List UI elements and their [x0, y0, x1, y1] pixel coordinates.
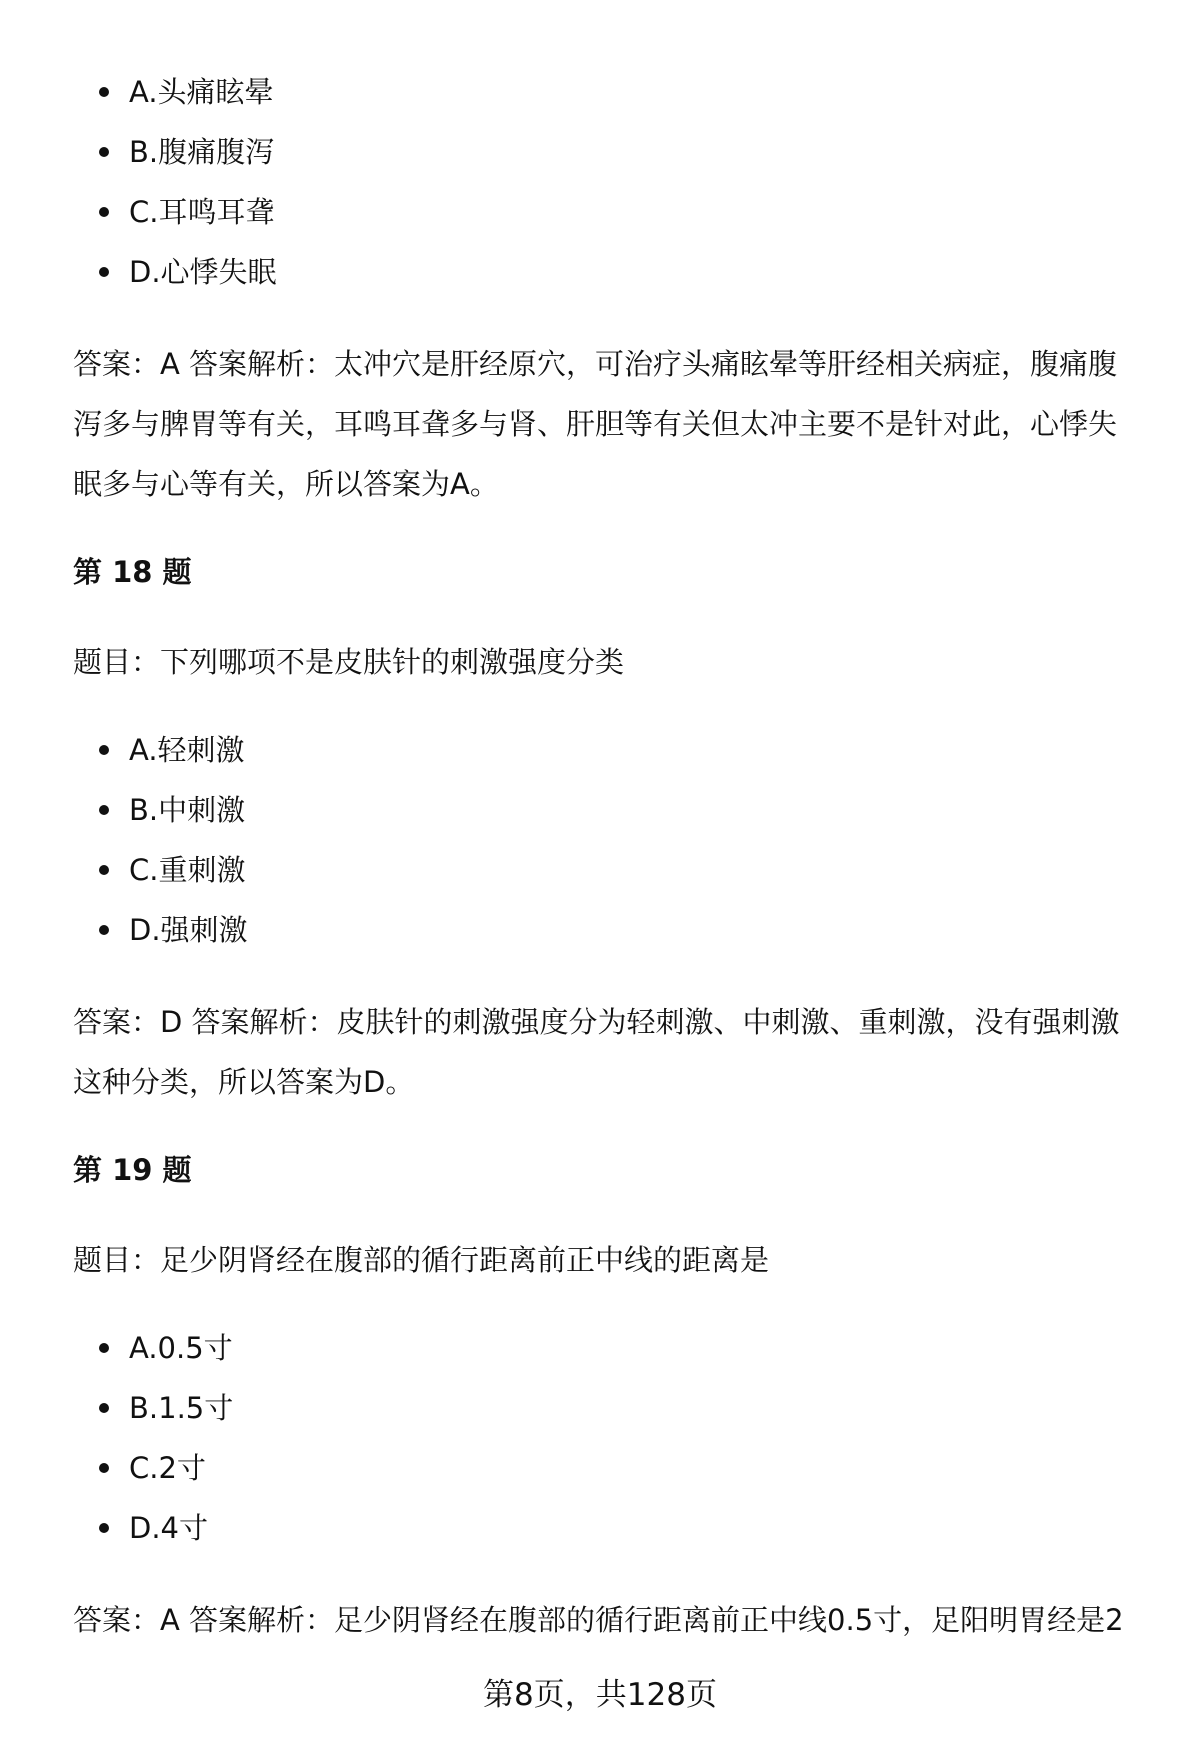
q18-question: 题目：下列哪项不是皮肤针的刺激强度分类: [73, 645, 625, 679]
q18-option-d: D.强刺激: [73, 900, 1153, 960]
q19-options: [73, 1318, 1153, 1558]
q17-option-c: C.耳鸣耳聋: [73, 182, 1153, 242]
q17-answer-line-1: 答案：A 答案解析：太冲穴是肝经原穴，可治疗头痛眩晕等肝经相关病症，腹痛腹: [73, 347, 1118, 381]
document-page: [73, 62, 1153, 1650]
q18-title: 第 18 题: [73, 555, 192, 589]
q18-answer-line-1: 答案：D 答案解析：皮肤针的刺激强度分为轻刺激、中刺激、重刺激，没有强刺激: [73, 1005, 1120, 1039]
q19-answer: [73, 1590, 1153, 1650]
q17-options: [73, 62, 1153, 302]
q18-option-b: B.中刺激: [73, 780, 1153, 840]
q19-option-d: D.4寸: [73, 1498, 1153, 1558]
q19-answer-line-1: 答案：A 答案解析：足少阴肾经在腹部的循行距离前正中线0.5寸，足阳明胃经是2: [73, 1603, 1124, 1637]
page-number-footer: 第8页，共128页: [483, 1677, 717, 1713]
q19-title: 第 19 题: [73, 1153, 192, 1187]
q17-option-b: B.腹痛腹泻: [73, 122, 1153, 182]
q18-option-c: C.重刺激: [73, 840, 1153, 900]
q19-option-b: B.1.5寸: [73, 1378, 1153, 1438]
q17-option-d: D.心悸失眠: [73, 242, 1153, 302]
q18-options: [73, 720, 1153, 960]
q17-option-a: A.头痛眩晕: [73, 62, 1153, 122]
q17-answer-line-3: 眠多与心等有关，所以答案为A。: [73, 467, 499, 501]
q17-answer: [73, 334, 1153, 514]
q18-option-a: A.轻刺激: [73, 720, 1153, 780]
q18-answer: [73, 992, 1153, 1112]
q19-option-c: C.2寸: [73, 1438, 1153, 1498]
q18-answer-line-2: 这种分类，所以答案为D。: [73, 1065, 415, 1099]
q17-answer-line-2: 泻多与脾胃等有关，耳鸣耳聋多与肾、肝胆等有关但太冲主要不是针对此，心悸失: [73, 407, 1118, 441]
q19-question: 题目：足少阴肾经在腹部的循行距离前正中线的距离是: [73, 1243, 770, 1277]
q19-option-a: A.0.5寸: [73, 1318, 1153, 1378]
